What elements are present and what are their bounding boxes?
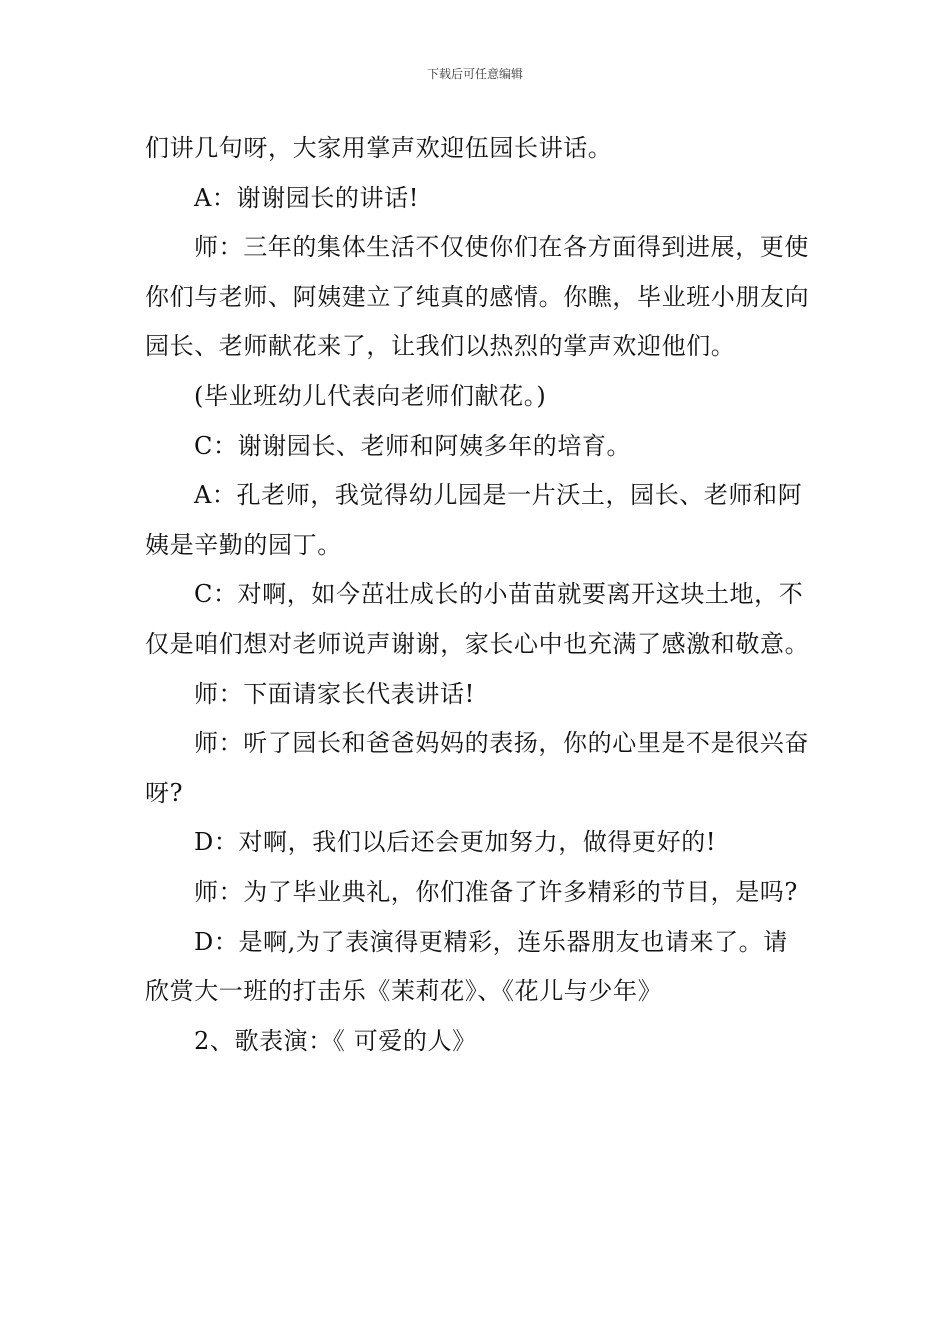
paragraph-9: 师：听了园长和爸爸妈妈的表扬，你的心里是不是很兴奋呀?	[145, 729, 809, 807]
paragraph-2: A：谢谢园长的讲话!	[194, 183, 419, 212]
paragraph-12: D：是啊,为了表演得更精彩，连乐器朋友也请来了。请欣赏大一班的打击乐《茉莉花》、《花儿与少年》	[145, 927, 788, 1006]
paragraph-1: 们讲几句呀，大家用掌声欢迎伍园长讲话。	[145, 134, 613, 162]
paragraph-5: C：谢谢园长、老师和阿姨多年的培育。	[194, 431, 632, 460]
paragraph-10: D：对啊，我们以后还会更加努力，做得更好的!	[194, 828, 717, 857]
paragraph-11: 师：为了毕业典礼，你们准备了许多精彩的节目，是吗?	[194, 877, 798, 906]
paragraph-6: A：孔老师，我觉得幼儿园是一片沃土，园长、老师和阿姨是辛勤的园丁。	[145, 481, 803, 559]
document-body	[145, 124, 810, 1066]
paragraph-7: C：对啊，如今茁壮成长的小苗苗就要离开这块土地，不仅是咱们想对老师说声谢谢，家长心中也充满了感激和敬意。	[145, 580, 810, 658]
page-header-note: 下载后可任意编辑	[426, 67, 523, 81]
paragraph-13: 2、歌表演：《 可爱的人》	[194, 1026, 477, 1055]
paragraph-3: 师：三年的集体生活不仅使你们在各方面得到进展，更使你们与老师、阿姨建立了纯真的感情。你瞧，毕业班小朋友向园长、老师献花来了，让我们以热烈的掌声欢迎他们。	[145, 233, 810, 361]
paragraph-8: 师：下面请家长代表讲话!	[194, 679, 475, 708]
paragraph-4: (毕业班幼儿代表向老师们献花。)	[194, 381, 547, 410]
